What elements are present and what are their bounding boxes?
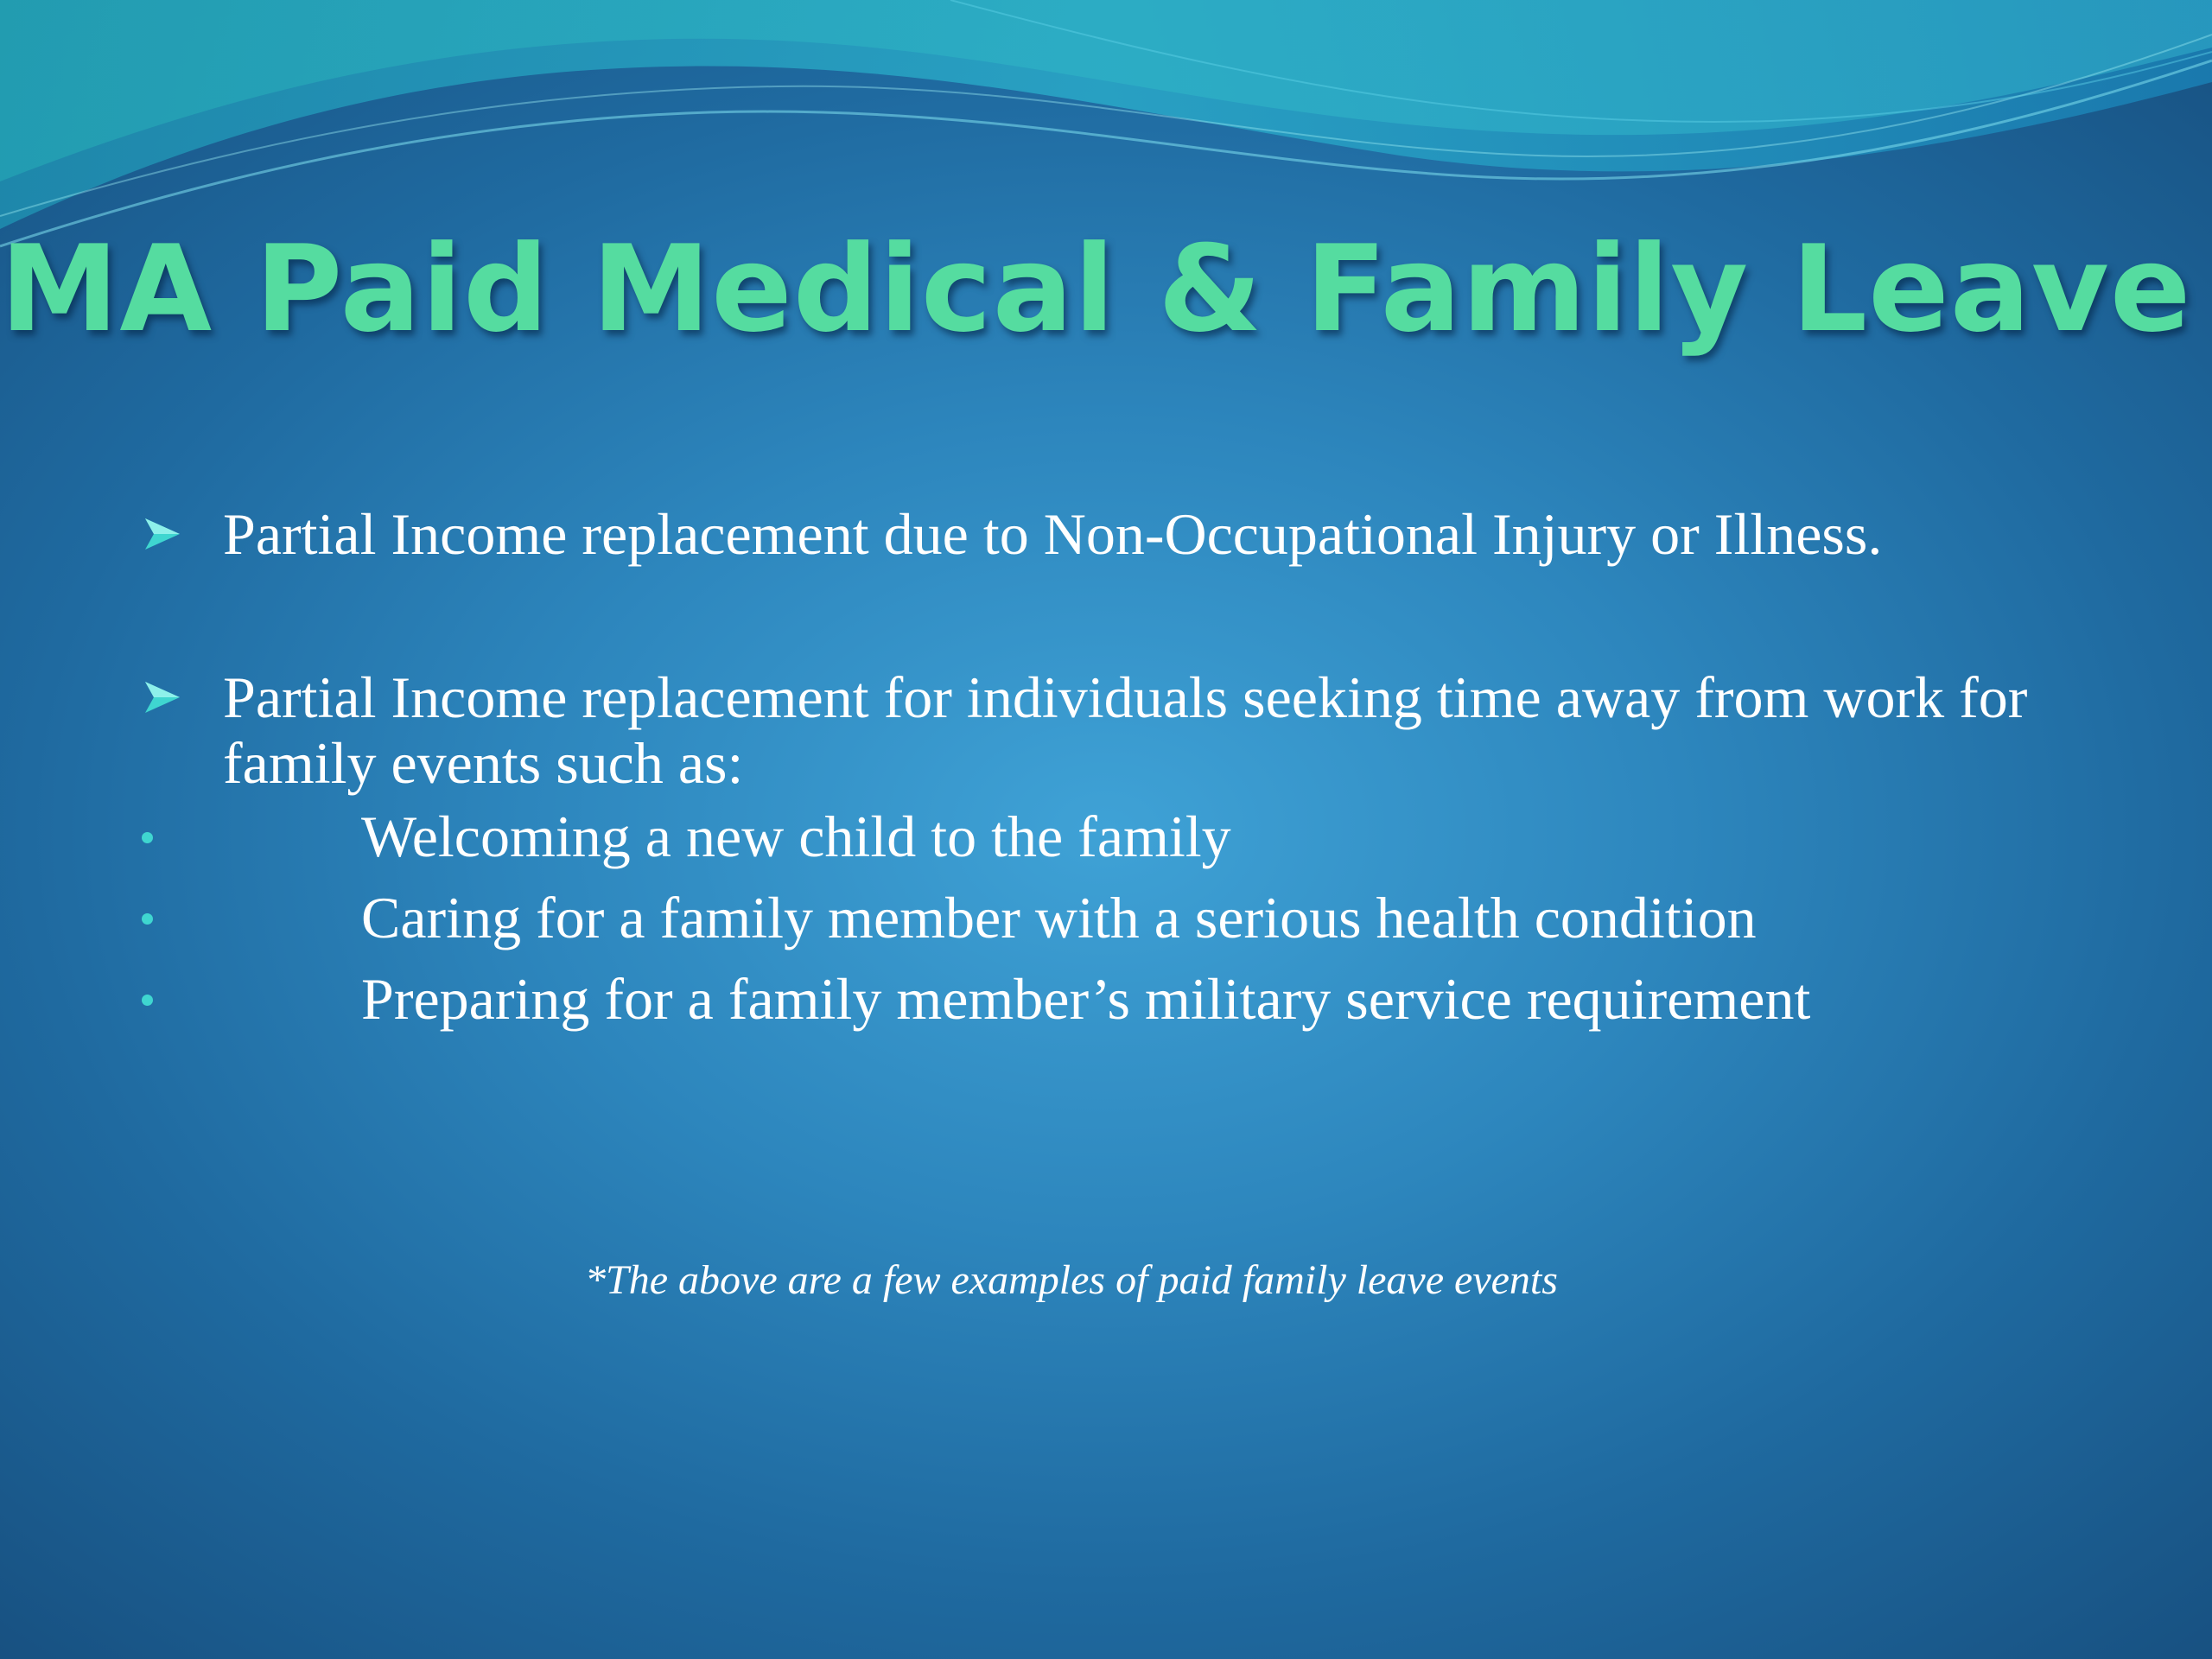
dot-bullet-icon [142,995,153,1006]
main-bullet-text: Partial Income replacement due to Non-Occupational Injury or Illness. [223,501,1883,567]
dot-bullet-icon [142,913,153,925]
slide-title: MA Paid Medical & Family Leave [0,219,2192,359]
bullet-list [138,501,2056,1039]
sub-bullet-text: Caring for a family member with a serious health condition [361,885,1757,950]
sub-bullet-3 [138,958,2056,1039]
dot-bullet-icon [142,832,153,843]
main-bullet-2 [138,664,2056,796]
sub-bullet-1 [138,796,2056,877]
footnote: *The above are a few examples of paid family leave events [585,1257,1558,1303]
main-bullet-1 [138,501,2056,567]
arrow-bullet-icon [142,513,183,555]
sub-bullet-text: Welcoming a new child to the family [361,804,1231,869]
main-bullet-text: Partial Income replacement for individuals seeking time away from work for family events such as: [223,664,2028,796]
sub-bullet-text: Preparing for a family member’s military service requirement [361,966,1811,1032]
arrow-bullet-icon [142,677,183,718]
sub-bullet-2 [138,877,2056,958]
